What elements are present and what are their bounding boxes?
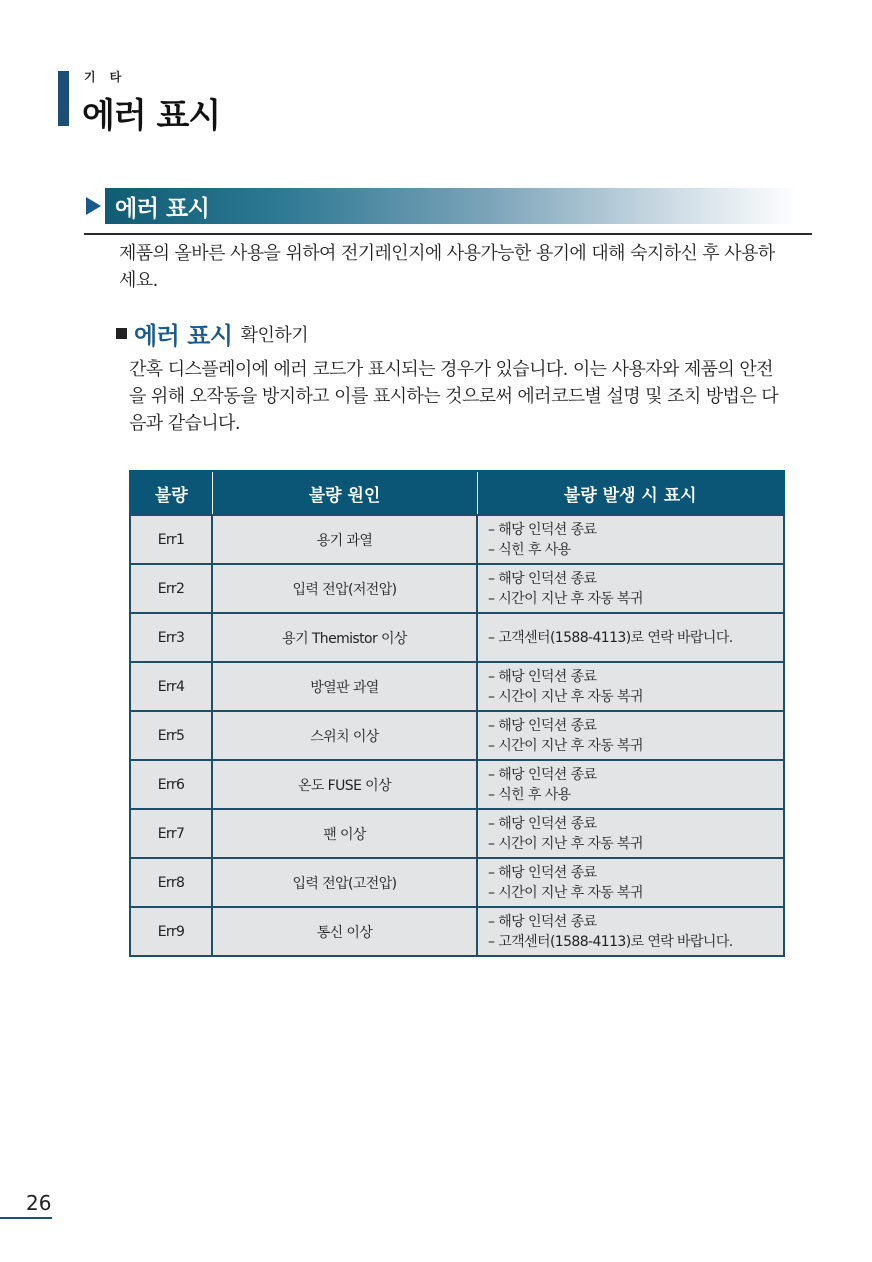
action-line: – 시간이 지난 후 자동 복귀 <box>488 835 643 852</box>
table-row <box>130 564 784 613</box>
intro-text: 제품의 올바른 사용을 위하여 전기레인지에 사용가능한 용기에 대해 숙지하신 후 사용하세요. <box>119 243 775 291</box>
action-line: – 해당 인덕션 종료 <box>488 521 597 538</box>
action-line: – 시간이 지난 후 자동 복귀 <box>488 737 643 754</box>
action-line: – 해당 인덕션 종료 <box>488 913 597 930</box>
error-cause: 온도 FUSE 이상 <box>212 760 477 809</box>
error-code-table <box>129 470 785 957</box>
error-code: Err8 <box>130 858 212 907</box>
subsection-title-rest: 확인하기 <box>240 324 309 346</box>
table-row <box>130 809 784 858</box>
table-header-row <box>130 471 784 515</box>
action-line: – 해당 인덕션 종료 <box>488 815 597 832</box>
table-row <box>130 760 784 809</box>
error-cause: 입력 전압(고전압) <box>212 858 477 907</box>
error-action <box>477 613 784 662</box>
error-code: Err3 <box>130 613 212 662</box>
error-action <box>477 662 784 711</box>
title-accent-bar <box>58 71 69 126</box>
action-line: – 식힌 후 사용 <box>488 541 571 558</box>
action-line: – 시간이 지난 후 자동 복귀 <box>488 590 643 607</box>
subsection-heading <box>116 316 308 351</box>
page-number-rule <box>0 1217 52 1219</box>
error-code: Err5 <box>130 711 212 760</box>
header-code: 불량 <box>130 471 212 515</box>
error-cause: 팬 이상 <box>212 809 477 858</box>
error-action <box>477 809 784 858</box>
section-banner-label: 에러 표시 <box>115 195 210 222</box>
error-code: Err6 <box>130 760 212 809</box>
action-line: – 해당 인덕션 종료 <box>488 717 597 734</box>
action-line: – 해당 인덕션 종료 <box>488 864 597 881</box>
error-cause: 스위치 이상 <box>212 711 477 760</box>
table-row <box>130 711 784 760</box>
page-number: 26 <box>26 1191 52 1215</box>
section-banner-fill <box>105 188 798 224</box>
action-line: – 고객센터(1588-4113)로 연락 바랍니다. <box>488 933 733 950</box>
action-line: – 시간이 지난 후 자동 복귀 <box>488 688 643 705</box>
table-row <box>130 613 784 662</box>
error-code: Err4 <box>130 662 212 711</box>
action-line: – 해당 인덕션 종료 <box>488 668 597 685</box>
error-cause: 통신 이상 <box>212 907 477 956</box>
error-code: Err7 <box>130 809 212 858</box>
section-banner <box>86 188 798 224</box>
error-code: Err1 <box>130 515 212 564</box>
error-action <box>477 711 784 760</box>
error-action <box>477 564 784 613</box>
error-cause: 방열판 과열 <box>212 662 477 711</box>
header-cause: 불량 원인 <box>212 471 477 515</box>
table-row <box>130 662 784 711</box>
error-code: Err9 <box>130 907 212 956</box>
page-title: 에러 표시 <box>82 96 221 136</box>
action-line: – 해당 인덕션 종료 <box>488 766 597 783</box>
error-action <box>477 907 784 956</box>
action-line: – 식힌 후 사용 <box>488 786 571 803</box>
error-action <box>477 760 784 809</box>
table-row <box>130 515 784 564</box>
error-code: Err2 <box>130 564 212 613</box>
subsection-title-strong: 에러 표시 <box>134 322 233 350</box>
error-cause: 용기 과열 <box>212 515 477 564</box>
error-action <box>477 858 784 907</box>
square-bullet-icon <box>116 328 127 339</box>
action-line: – 고객센터(1588-4113)로 연락 바랍니다. <box>488 629 733 646</box>
action-line: – 시간이 지난 후 자동 복귀 <box>488 884 643 901</box>
header-action: 불량 발생 시 표시 <box>477 471 784 515</box>
action-line: – 해당 인덕션 종료 <box>488 570 597 587</box>
description-paragraph: 간혹 디스플레이에 에러 코드가 표시되는 경우가 있습니다. 이는 사용자와 제품의 안전을 위해 오작동을 방지하고 이를 표시하는 것으로써 에러코드별 설명 및 조치 방법은 다음과 같습니다. <box>129 359 779 434</box>
section-divider <box>84 233 812 235</box>
table-row <box>130 907 784 956</box>
table-row <box>130 858 784 907</box>
error-cause: 입력 전압(저전압) <box>212 564 477 613</box>
category-label: 기타 <box>84 70 136 84</box>
error-action <box>477 515 784 564</box>
triangle-arrow-icon <box>86 197 101 215</box>
error-cause: 용기 Themistor 이상 <box>212 613 477 662</box>
